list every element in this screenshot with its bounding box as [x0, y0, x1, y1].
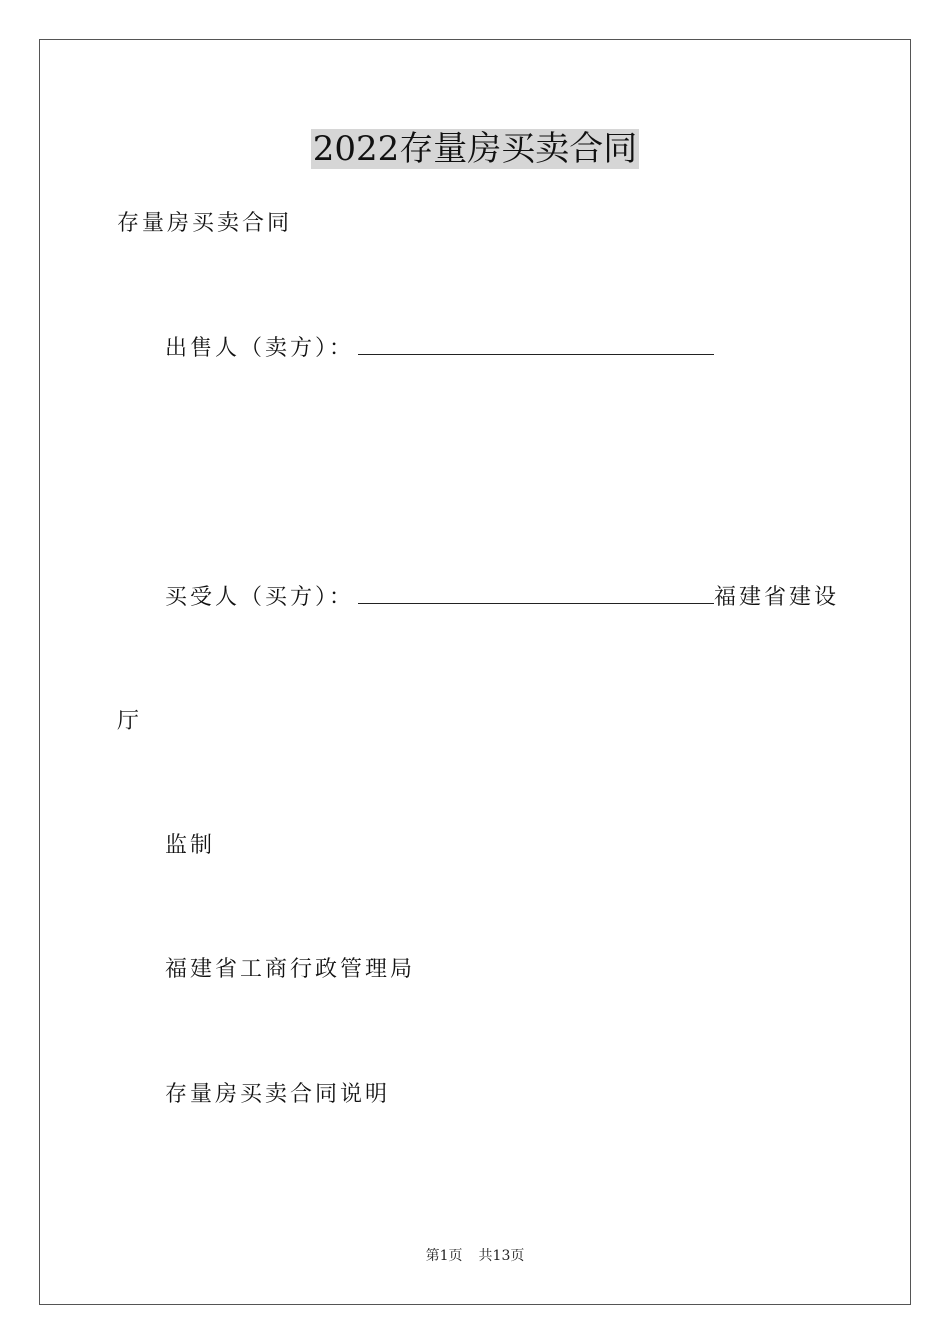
buyer-blank-field[interactable] [358, 583, 714, 604]
page-footer [0, 1246, 950, 1266]
supervise-text: 监制 [165, 833, 216, 858]
seller-blank-field[interactable] [358, 334, 714, 355]
document-subtitle: 存量房买卖合同 [117, 211, 293, 236]
page-total: 共13页 [478, 1248, 525, 1264]
seller-line [165, 334, 714, 364]
issuer-line-start: 福建省建设 [714, 585, 840, 610]
buyer-label: 买受人（买方）： [165, 585, 355, 610]
bureau-text: 福建省工商行政管理局 [165, 957, 416, 982]
explanation-heading: 存量房买卖合同说明 [165, 1082, 391, 1107]
page-number: 第1页 [425, 1248, 463, 1264]
seller-label: 出售人（卖方）： [165, 336, 355, 361]
document-title [0, 126, 950, 172]
issuer-line-end: 厅 [117, 709, 143, 734]
buyer-line [165, 583, 839, 613]
document-title-text: 2022存量房买卖合同 [312, 129, 638, 169]
